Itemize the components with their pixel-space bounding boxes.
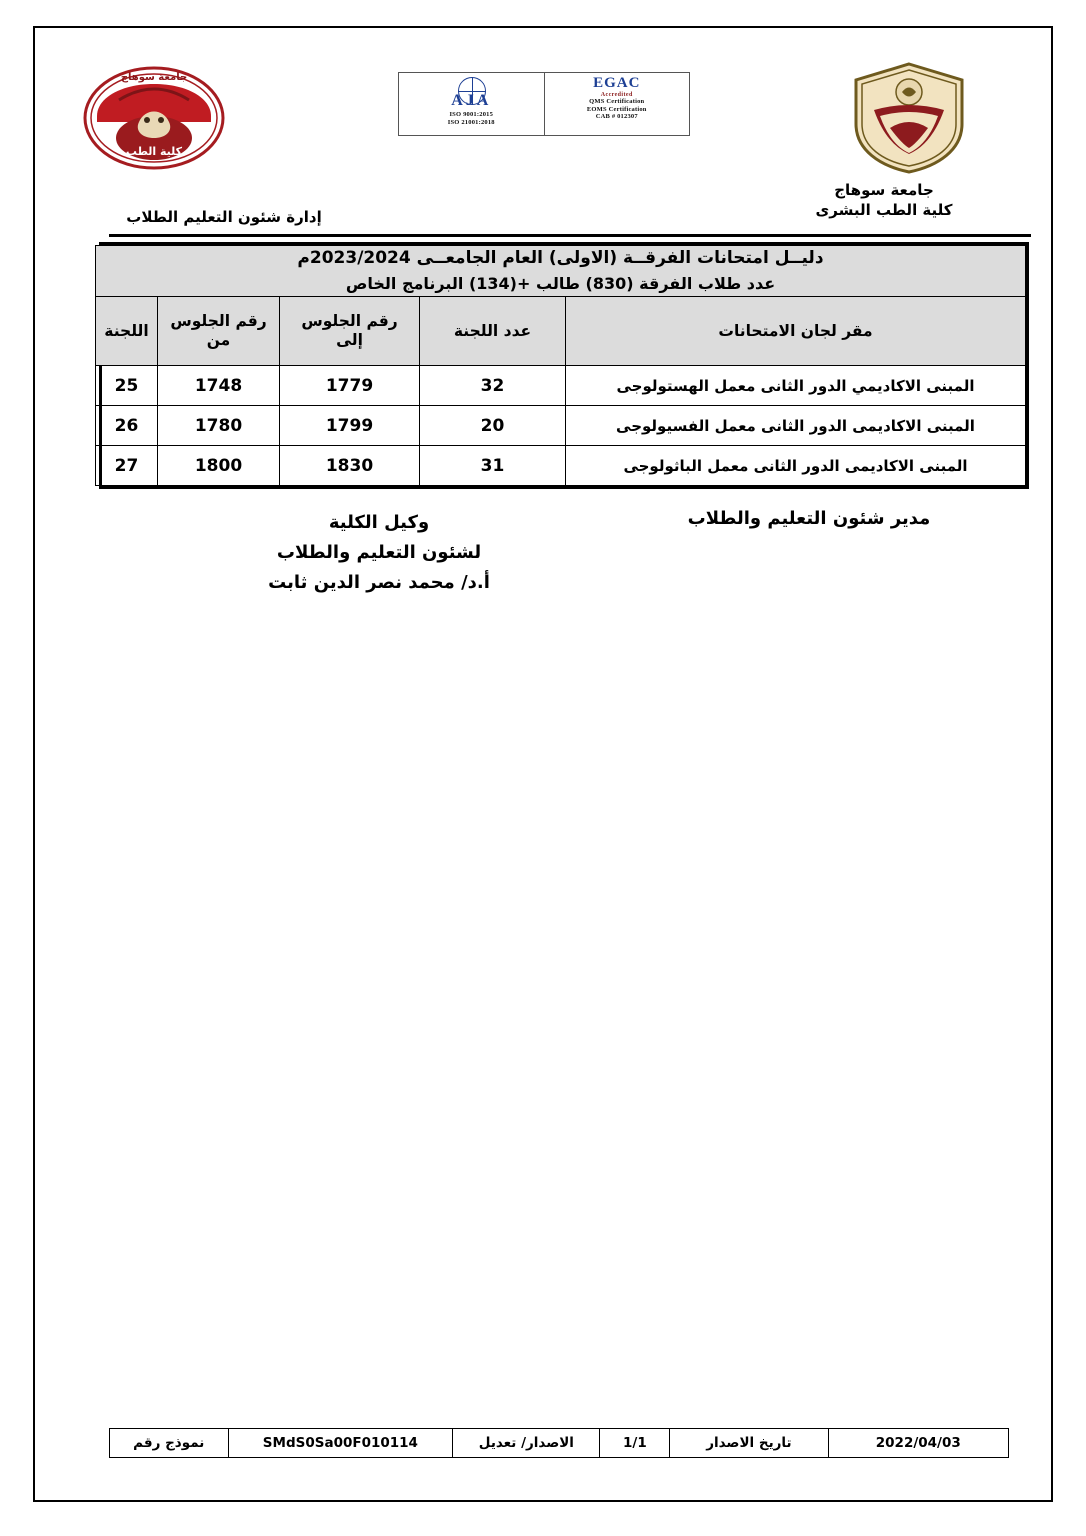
column-header-count: عدد اللجنة xyxy=(420,297,566,366)
cell-place: المبنى الاكاديمى الدور الثانى معمل الفسيولوجى xyxy=(566,406,1026,446)
cell-committee: 26 xyxy=(95,406,157,446)
table-title-line1: دليــل امتحانات الفرقــة (الاولى) العام الجامعــى 2023/2024م xyxy=(297,248,824,268)
signature-vice-dean-line1: وكيل الكلية xyxy=(328,512,430,533)
table-title-line2: عدد طلاب الفرقة (830) طالب +(134) البرنامج الخاص xyxy=(345,274,776,293)
footer-issue-date: 2022/04/03 xyxy=(828,1429,1008,1458)
cell-place: المبنى الاكاديمي الدور الثانى معمل الهستولوجى xyxy=(566,366,1026,406)
certification-marks xyxy=(398,72,690,136)
svg-text:كلية الطب: كلية الطب xyxy=(125,145,183,158)
column-header-committee: اللجنة xyxy=(95,297,157,366)
signature-vice-dean-name: أ.د/ محمد نصر الدين ثابت xyxy=(268,572,490,593)
aja-mark-label: AJA xyxy=(451,92,492,109)
cell-place: المبنى الاكاديمى الدور الثانى معمل الباثولوجى xyxy=(566,446,1026,486)
faculty-name: كلية الطب البشرى xyxy=(815,201,953,219)
column-header-seat-to xyxy=(280,297,420,366)
university-titles xyxy=(739,180,1029,220)
table-title-row xyxy=(95,246,1025,297)
footer-row xyxy=(110,1429,1009,1458)
footer-issue-date-label: تاريخ الاصدار xyxy=(670,1429,828,1458)
exam-committees-table xyxy=(95,245,1026,486)
column-header-seat-from xyxy=(158,297,280,366)
cell-seat-to: 1779 xyxy=(280,366,420,406)
column-header-seat-to-line2: إلى xyxy=(336,331,363,349)
footer-table xyxy=(109,1428,1009,1458)
table-row xyxy=(95,366,1025,406)
egac-line1: QMS Certification xyxy=(589,98,645,105)
signature-vice-dean xyxy=(189,508,569,598)
cell-committee: 25 xyxy=(95,366,157,406)
cell-seat-to: 1799 xyxy=(280,406,420,446)
cell-count: 31 xyxy=(420,446,566,486)
signature-area xyxy=(99,508,1029,618)
signature-vice-dean-line2: لشئون التعليم والطلاب xyxy=(276,542,482,563)
department-name: إدارة شئون التعليم الطلاب xyxy=(126,208,322,226)
cell-seat-from: 1800 xyxy=(158,446,280,486)
footer-revision-label: الاصدار/ تعديل xyxy=(453,1429,600,1458)
cell-seat-from: 1780 xyxy=(158,406,280,446)
cell-seat-to: 1830 xyxy=(280,446,420,486)
university-name: جامعة سوهاج xyxy=(834,181,934,199)
aja-certificate-icon xyxy=(399,73,545,135)
egac-line3: CAB # 012307 xyxy=(595,113,638,120)
document-footer xyxy=(109,1428,1009,1458)
column-header-seat-from-line1: رقم الجلوس xyxy=(170,312,267,330)
table-row xyxy=(95,446,1025,486)
page-inner xyxy=(49,38,1039,1490)
column-header-seat-from-line2: من xyxy=(206,331,231,349)
cell-count: 20 xyxy=(420,406,566,446)
egac-certificate-icon xyxy=(545,73,690,135)
egac-line2: EOMS Certification xyxy=(586,105,647,113)
cell-committee: 27 xyxy=(95,446,157,486)
egac-accredited-label: Accredited xyxy=(600,92,633,98)
faculty-logo-icon xyxy=(59,60,249,180)
university-logo-icon xyxy=(834,58,984,178)
footer-form-label: نموذج رقم xyxy=(110,1429,229,1458)
column-header-seat-to-line1: رقم الجلوس xyxy=(301,312,398,330)
footer-page-number: 1/1 xyxy=(600,1429,670,1458)
footer-form-code: SMdS0Sa00F010114 xyxy=(228,1429,453,1458)
svg-text:جامعة سوهاج: جامعة سوهاج xyxy=(120,72,188,83)
aja-line2: ISO 21001:2018 xyxy=(447,118,495,126)
table-header-row xyxy=(95,297,1025,366)
exam-committees-table-wrap xyxy=(99,242,1029,489)
signature-director: مدير شئون التعليم والطلاب xyxy=(687,508,931,529)
header-divider xyxy=(109,234,1031,237)
egac-mark-label: EGAC xyxy=(593,75,641,91)
table-row xyxy=(95,406,1025,446)
aja-line1: ISO 9001:2015 xyxy=(449,111,494,118)
table-title-cell xyxy=(95,246,1025,297)
document-page xyxy=(33,26,1053,1502)
cell-seat-from: 1748 xyxy=(158,366,280,406)
document-header xyxy=(49,38,1039,226)
cell-count: 32 xyxy=(420,366,566,406)
column-header-place: مقر لجان الامتحانات xyxy=(566,297,1026,366)
